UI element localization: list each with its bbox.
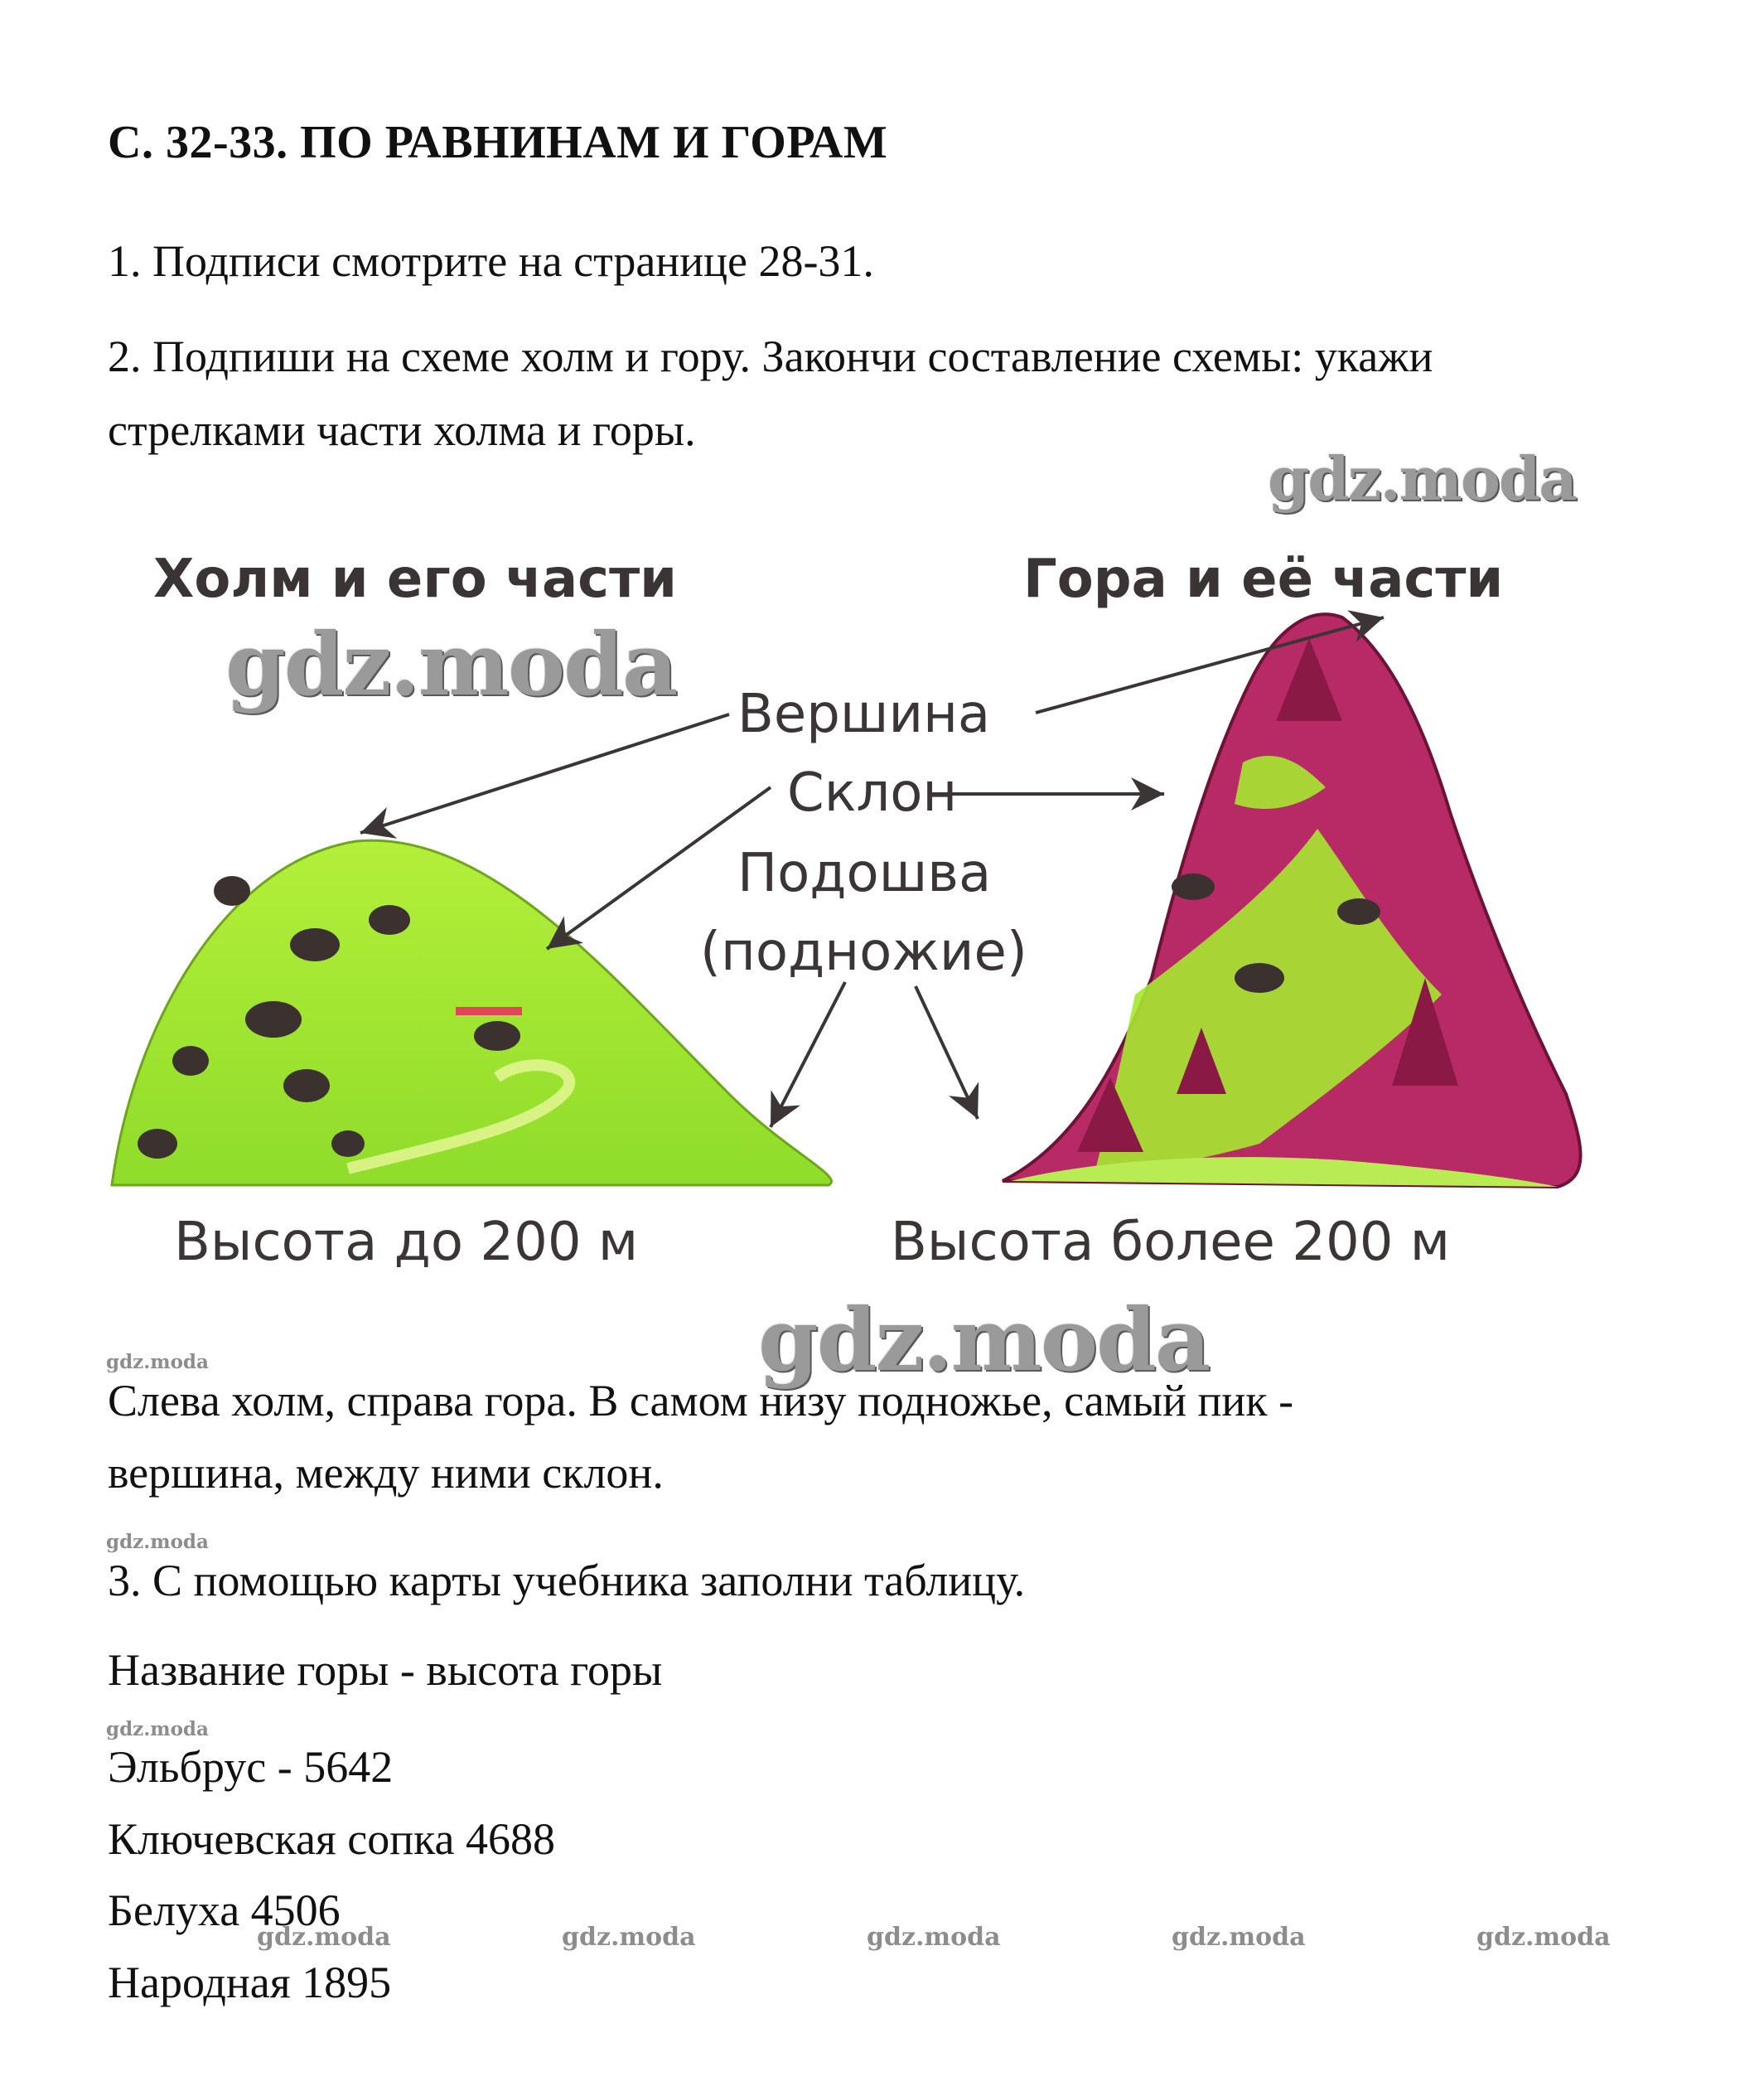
page-title: С. 32-33. ПО РАВНИНАМ И ГОРАМ [108,117,888,168]
watermark-large-3: gdz.moda [758,1289,1210,1391]
hill-mountain-diagram [99,514,1665,1318]
mountain-row: Эльбрус - 5642 [108,1742,394,1792]
label-foot-alt: (подножие) [700,922,1027,983]
task-1-text: 1. Подписи смотрите на странице 28-31. [108,236,874,286]
watermark-row-3: gdz.moda [867,1923,1001,1952]
watermark-row-2: gdz.moda [562,1923,696,1952]
mountain-illustration [1003,614,1581,1187]
arrow-foot-mountain [916,986,978,1119]
watermark-row-5: gdz.moda [1476,1923,1611,1952]
watermark-small-3: gdz.moda [106,1718,209,1740]
watermark-large-2: gdz.moda [225,613,677,715]
watermark-row-4: gdz.moda [1172,1923,1306,1952]
watermark-row-1: gdz.moda [257,1923,391,1952]
watermark-small-1: gdz.moda [106,1351,209,1373]
mountain-heading: Гора и её части [1023,549,1504,610]
label-foot: Подошва [737,843,992,904]
hill-heading: Холм и его части [153,549,677,610]
watermark-large-1: gdz.moda [1268,443,1576,514]
arrow-foot-hill [771,982,845,1127]
label-peak: Вершина [737,684,991,745]
task-2-line-1: 2. Подпиши на схеме холм и гору. Закончи составление схемы: укажи [108,332,1433,381]
mountain-row: Белуха 4506 [108,1885,341,1935]
hill-height-label: Высота до 200 м [174,1212,639,1273]
arrow-peak-hill [360,714,729,833]
task-3-text: 3. С помощью карты учебника заполни таблицу. [108,1556,1026,1605]
table-header: Название горы - высота горы [108,1645,663,1695]
watermark-small-2: gdz.moda [106,1531,209,1553]
mountain-row: Народная 1895 [108,1958,392,2007]
mountain-row: Ключевская сопка 4688 [108,1814,555,1864]
label-slope: Склон [787,762,958,824]
answer-line-2: вершина, между ними склон. [108,1448,664,1498]
task-2-line-2: стрелками части холма и горы. [108,405,696,455]
mountain-height-label: Высота более 200 м [891,1212,1451,1273]
answer-line-1: Слева холм, справа гора. В самом низу подножье, самый пик - [108,1376,1294,1425]
hill-illustration [112,840,831,1185]
